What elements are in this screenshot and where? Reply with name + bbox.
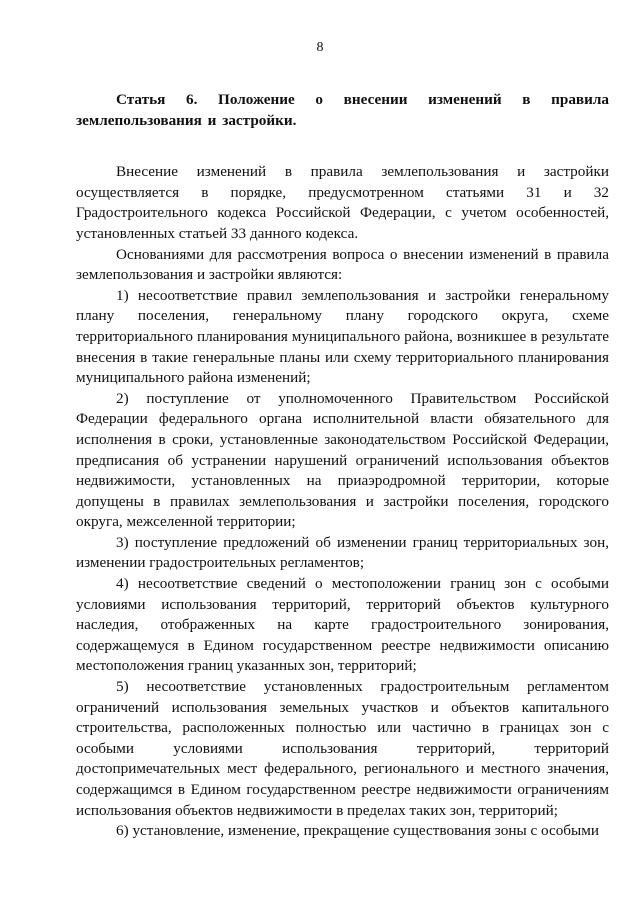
list-item-1: 1) несоответствие правил землепользования и застройки генеральному плану поселения, генеральному плану городского округа, схеме территориального планирования муниципального района, возникшее в результате внесения в такие генеральные планы или схему территориального планирования муниципального района изменений; (76, 286, 609, 387)
paragraph-intro: Внесение изменений в правила землепользования и застройки осуществляется в порядке, предусмотренном статьями 31 и 32 Градостроительного кодекса Российской Федерации, с учетом особенностей, установленных статьей 33 данного кодекса. (76, 163, 609, 242)
list-item-3: 3) поступление предложений об изменении границ территориальных зон, изменении градостроительных регламентов; (76, 533, 609, 572)
page-number: 8 (316, 40, 324, 55)
list-item-4: 4) несоответствие сведений о местоположении границ зон с особыми условиями использования территорий, территорий объектов культурного наследия, отображенных на карте градостроительного зонирования, содержащемуся в Едином государственном реестре недвижимости описанию местоположения границ указанных зон, территорий; (76, 575, 609, 675)
document-body (76, 90, 609, 842)
paragraph-grounds: Основаниями для рассмотрения вопроса о внесении изменений в правила землепользования и застройки являются: (76, 245, 609, 284)
list-item-2: 2) поступление от уполномоченного Правительством Российской Федерации федерального органа исполнительной власти обязательного для исполнения в сроки, установленные законодательством Российской Федерации, предписания об устранении нарушений ограничений использования объектов недвижимости, установленных на приаэродромной территории, которые допущены в правилах землепользования и застройки поселения, городского округа, межселенной территории; (76, 389, 609, 531)
article-heading: Статья 6. Положение о внесении изменений в правила землепользования и застройки. (76, 91, 609, 129)
list-item-5: 5) несоответствие установленных градостроительным регламентом ограничений использования земельных участков и объектов капитального строительства, расположенных полностью или частично в границах зон с особыми условиями использования территорий, территорий достопримечательных мест федерального, регионального и местного значения, содержащимся в Едином государственном реестре недвижимости ограничениям использования объектов недвижимости в пределах таких зон, территорий; (76, 678, 609, 819)
list-item-6: 6) установление, изменение, прекращение существования зоны с особыми (116, 822, 599, 840)
